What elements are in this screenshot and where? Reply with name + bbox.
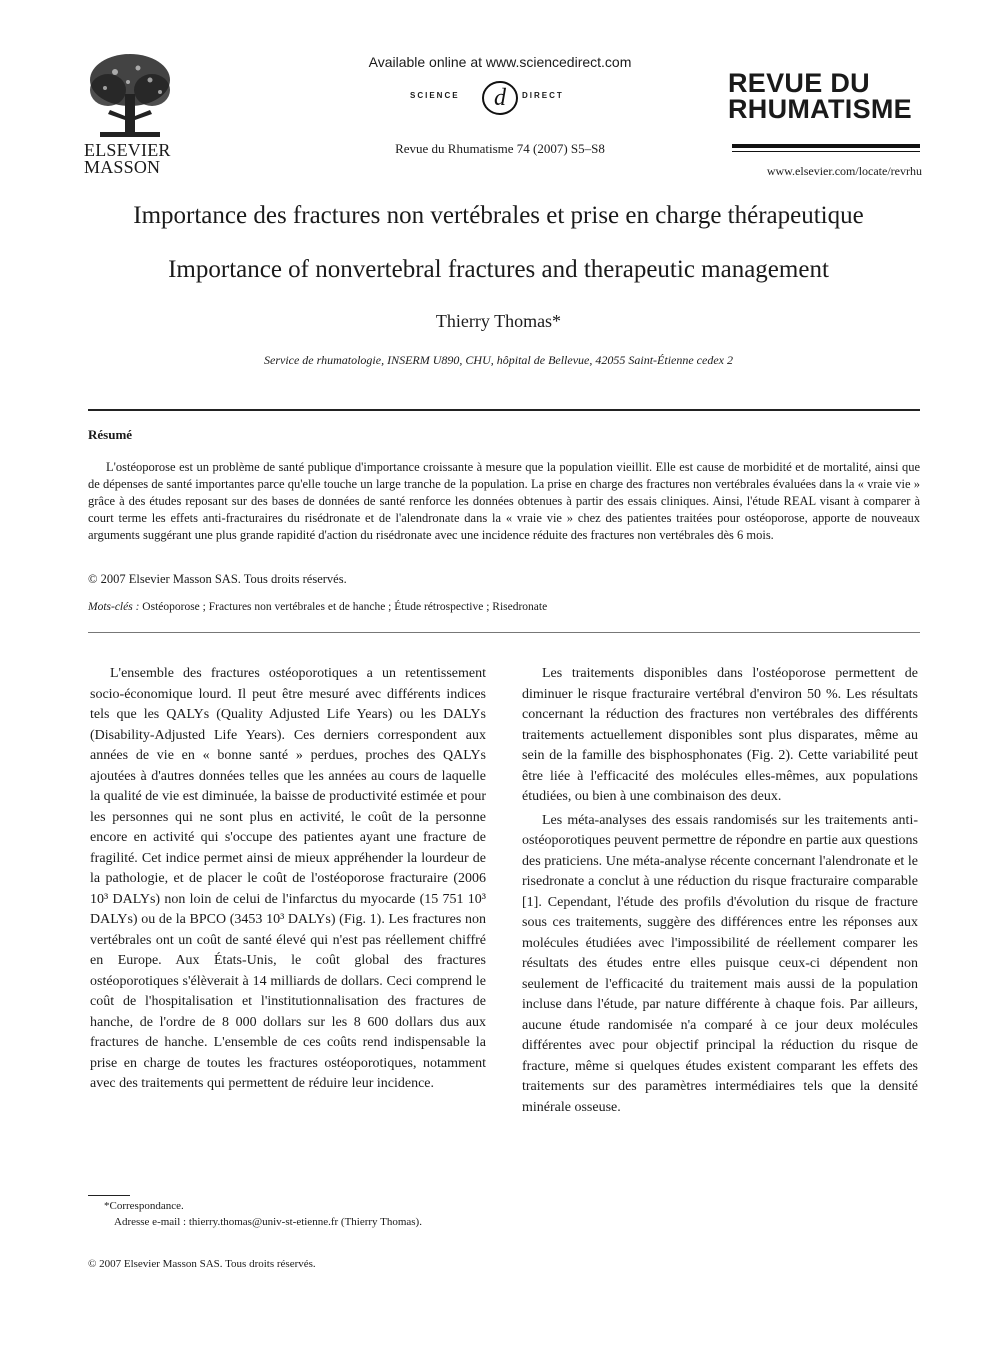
article-title-french: Importance des fractures non vertébrales et prise en charge thérapeutique — [133, 202, 864, 229]
publisher-name — [84, 142, 171, 176]
abstract-copyright: © 2007 Elsevier Masson SAS. Tous droits réservés. — [88, 572, 347, 586]
body-paragraph: L'ensemble des fractures ostéoporotiques a un retentissement socio-économique lourd. Il peut être mesuré avec différents indices tels que les QALYs (Quality Adjusted Life Years) ou les DALYs (Disability-Adjusted Life Years). Ces derniers correspondent aux années de vie en « bonne santé » perdues, proches des QALYs ajoutées à d'autres données telles que les années au cours de laquelle la qualité de vie est diminuée, la baisse de productivité estimée et pour les personnes qui ne sont plus en activité, le coût de la personne encore en activité qui s'occupe des patientes ayant une fracture de fragilité. Cet indice permet ainsi de mieux appréhender la lourdeur de la pathologie, et de placer le coût de l'ostéoporose fracturaire (2006 10³ DALYs) non loin de celui de l'infarctus du myocarde (15 751 10³ DALYs) ou de la BPCO (3453 10³ DALYs) (Fig. 1). Les fractures non vertébrales ont un coût de santé élevé qui n'est pas réellement chiffré en Europe. Aux États-Unis, le coût global des fractures ostéoporotiques s'élèverait à 14 milliards de dollars. Ceci comprend le coût de l'hospitalisation et l'institutionnalisation des fractures de hanche, de l'ordre de 8 000 dollars sur les 8 600 dollars dus aux fractures de hanche. L'ensemble de ces coûts rend indispensable la prise en charge de toutes les fractures ostéoporotiques, notamment avec des traitements qui permettent de réduire leur incidence. — [90, 666, 486, 1091]
body-paragraph: Les méta-analyses des essais randomisés sur les traitements anti-ostéoporotiques peuvent permettre de répondre en partie aux questions des praticiens. Une méta-analyse récente concernant l'alendronate et le risedronate a conclut à une réduction du risque fracturaire comparable [1]. Cependant, l'étude des profils d'évolution du risque de fracture sous ces traitements, suggère des différences entre les réponses aux molécules étudiées avec l'impossibilité de réellement comparer les résultats des études entre elles puisque ceux-ci dépendent non seulement de l'efficacité du traitement mais aussi de la population incluse dans l'étude, par nature différente à chaque fois. Par ailleurs, aucune étude randomisée n'a comparé à ce jour deux molécules différentes avec pour objectif principal la réduction du risque de fracture, même si quelques études existent comparant les effets des traitements sur des paramètres intermédiaires tels que la densité minérale osseuse. — [522, 812, 918, 1115]
footnote-email[interactable]: Adresse e-mail : thierry.thomas@univ-st-etienne.fr (Thierry Thomas). — [114, 1216, 422, 1228]
body-paragraph: Les traitements disponibles dans l'ostéoporose permettent de diminuer le risque fracturaire vertébral d'environ 50 %. Les résultats concernant la réduction des fractures non vertébrales des différents traitements actuellement disponibles sont plus disparates, même au sein de la famille des bisphosphonates (Fig. 2). Cette variabilité peut être liée à l'efficacité des molécules elles-mêmes, aux populations étudiées, ou bien à une combinaison des deux. — [522, 666, 918, 804]
footer-copyright: © 2007 Elsevier Masson SAS. Tous droits réservés. — [88, 1258, 316, 1270]
sciencedirect-right-text: DIRECT — [522, 91, 564, 100]
abstract-body — [88, 459, 920, 544]
abstract-top-rule — [88, 409, 920, 411]
footnote-rule — [88, 1195, 130, 1196]
journal-title-line-1: REVUE DU — [728, 68, 870, 98]
footnote-correspondance: *Correspondance. — [104, 1200, 184, 1212]
author-name: Thierry Thomas* — [435, 311, 562, 331]
keywords-list: Ostéoporose ; Fractures non vertébrales et de hanche ; Étude rétrospective ; Risedronate — [142, 601, 548, 613]
header-rule-thick — [732, 144, 920, 148]
journal-url-link[interactable]: www.elsevier.com/locate/revrhu — [766, 164, 922, 178]
abstract-bottom-rule — [88, 632, 920, 633]
abstract-heading: Résumé — [88, 427, 133, 442]
author-affiliation: Service de rhumatologie, INSERM U890, CHU, hôpital de Bellevue, 42055 Saint-Étienne cedex 2 — [264, 353, 733, 367]
publisher-line-2: MASSON — [84, 157, 161, 177]
sciencedirect-mark: d — [494, 85, 506, 111]
body-column-left — [90, 664, 486, 1095]
journal-citation: Revue du Rhumatisme 74 (2007) S5–S8 — [395, 141, 605, 156]
publisher-line-1: ELSEVIER — [84, 140, 171, 160]
keywords — [88, 601, 547, 613]
article-title-english: Importance of nonvertebral fractures and therapeutic management — [168, 256, 829, 283]
journal-title-line-2: RHUMATISME — [728, 94, 912, 124]
abstract-paragraph: L'ostéoporose est un problème de santé publique d'importance croissante à mesure que la population vieillit. Elle est cause de morbidité et de mortalité, ainsi que de dépenses de santé importantes parce qu'elle touche un large tranche de la population. La prise en charge des fractures non vertébrales évaluées dans la « vraie vie » grâce à des études reposant sur des bases de données de santé renforce les données obtenues à partir des essais cliniques. Ainsi, l'étude REAL visant à comparer à court terme les effets anti-fracturaires du risédronate et de l'alendronate dans la « vraie vie » chez des patientes traitées pour ostéoporose, apporte de nouveaux arguments suggérant une plus grande rapidité d'action du risédronate avec une incidence réduite des fractures non vertébrales dès 6 mois. — [88, 460, 920, 543]
header-rule-thin — [732, 151, 920, 152]
elsevier-tree-logo — [80, 50, 180, 142]
sciencedirect-logo — [410, 77, 590, 119]
sciencedirect-left-text: SCIENCE — [410, 91, 460, 100]
body-column-right — [522, 664, 918, 1118]
keywords-label: Mots-clés : — [88, 601, 140, 613]
sciencedirect-at-icon — [480, 79, 520, 117]
available-online-text: Available online at www.sciencedirect.com — [368, 54, 632, 70]
journal-title — [728, 70, 912, 122]
